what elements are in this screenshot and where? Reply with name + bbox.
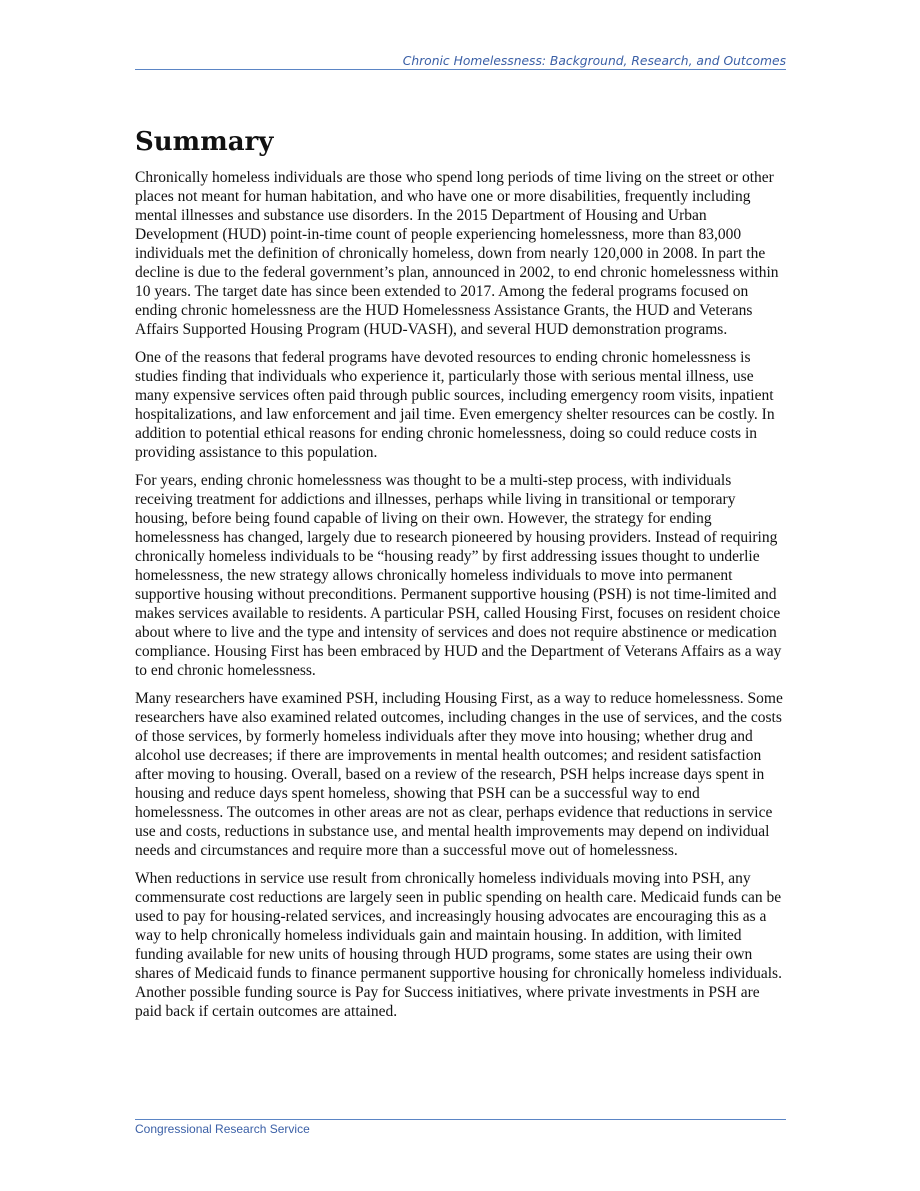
header-divider — [135, 69, 786, 70]
summary-paragraph: Many researchers have examined PSH, including Housing First, as a way to reduce homelessness. Some researchers have also examined related outcomes, including changes in the use of services, and the costs of those services, by formerly homeless individuals after they move into housing; whether drug and alcohol use decreases; if there are improvements in mental health outcomes; and resident satisfaction after moving to housing. Overall, based on a review of the research, PSH helps increase days spent in housing and reduce days spent homeless, showing that PSH can be a successful way to end homelessness. The outcomes in other areas are not as clear, perhaps evidence that reductions in service use and costs, reductions in substance use, and mental health improvements may depend on individual needs and circumstances and require more than a successful move out of homelessness. — [135, 690, 783, 859]
summary-paragraph: When reductions in service use result from chronically homeless individuals moving into PSH, any commensurate cost reductions are largely seen in public spending on health care. Medicaid funds can be used to pay for housing-related services, and increasingly housing advocates are encouraging this as a way to help chronically homeless individuals gain and maintain housing. In addition, with limited funding available for new units of housing through HUD programs, some states are using their own shares of Medicaid funds to finance permanent supportive housing for chronically homeless individuals. Another possible funding source is Pay for Success initiatives, where private investments in PSH are paid back if certain outcomes are attained. — [135, 870, 782, 1020]
summary-paragraph: For years, ending chronic homelessness was thought to be a multi-step process, with individuals receiving treatment for addictions and illnesses, perhaps while living in transitional or temporary housing, before being found capable of living on their own. However, the strategy for ending homelessness has changed, largely due to research pioneered by housing providers. Instead of requiring chronically homeless individuals to be “housing ready” by first addressing issues thought to underlie homelessness, the new strategy allows chronically homeless individuals to move into permanent supportive housing without preconditions. Permanent supportive housing (PSH) is not time-limited and makes services available to residents. A particular PSH, called Housing First, focuses on resident choice about where to live and the type and intensity of services and does not require abstinence or medication compliance. Housing First has been embraced by HUD and the Department of Veterans Affairs as a way to end chronic homelessness. — [135, 472, 782, 679]
section-title: Summary — [135, 127, 274, 157]
summary-paragraph: One of the reasons that federal programs have devoted resources to ending chronic homelessness is studies finding that individuals who experience it, particularly those with serious mental illness, use many expensive services often paid through public sources, including emergency room visits, inpatient hospitalizations, and law enforcement and jail time. Even emergency shelter resources can be costly. In addition to potential ethical reasons for ending chronic homelessness, doing so could reduce costs in providing assistance to this population. — [135, 349, 775, 461]
running-header-title: Chronic Homelessness: Background, Research, and Outcomes — [402, 54, 786, 68]
summary-section — [135, 122, 786, 1030]
footer-organization: Congressional Research Service — [135, 1122, 310, 1136]
summary-paragraph: Chronically homeless individuals are those who spend long periods of time living on the street or other places not meant for human habitation, and who have one or more disabilities, frequently including mental illnesses and substance use disorders. In the 2015 Department of Housing and Urban Development (HUD) point-in-time count of people experiencing homelessness, more than 83,000 individuals met the definition of chronically homeless, down from nearly 120,000 in 2008. In part the decline is due to the federal government’s plan, announced in 2002, to end chronic homelessness within 10 years. The target date has since been extended to 2017. Among the federal programs focused on ending chronic homelessness are the HUD Homelessness Assistance Grants, the HUD and Veterans Affairs Supported Housing Program (HUD-VASH), and several HUD demonstration programs. — [135, 169, 779, 338]
footer-divider — [135, 1119, 786, 1120]
